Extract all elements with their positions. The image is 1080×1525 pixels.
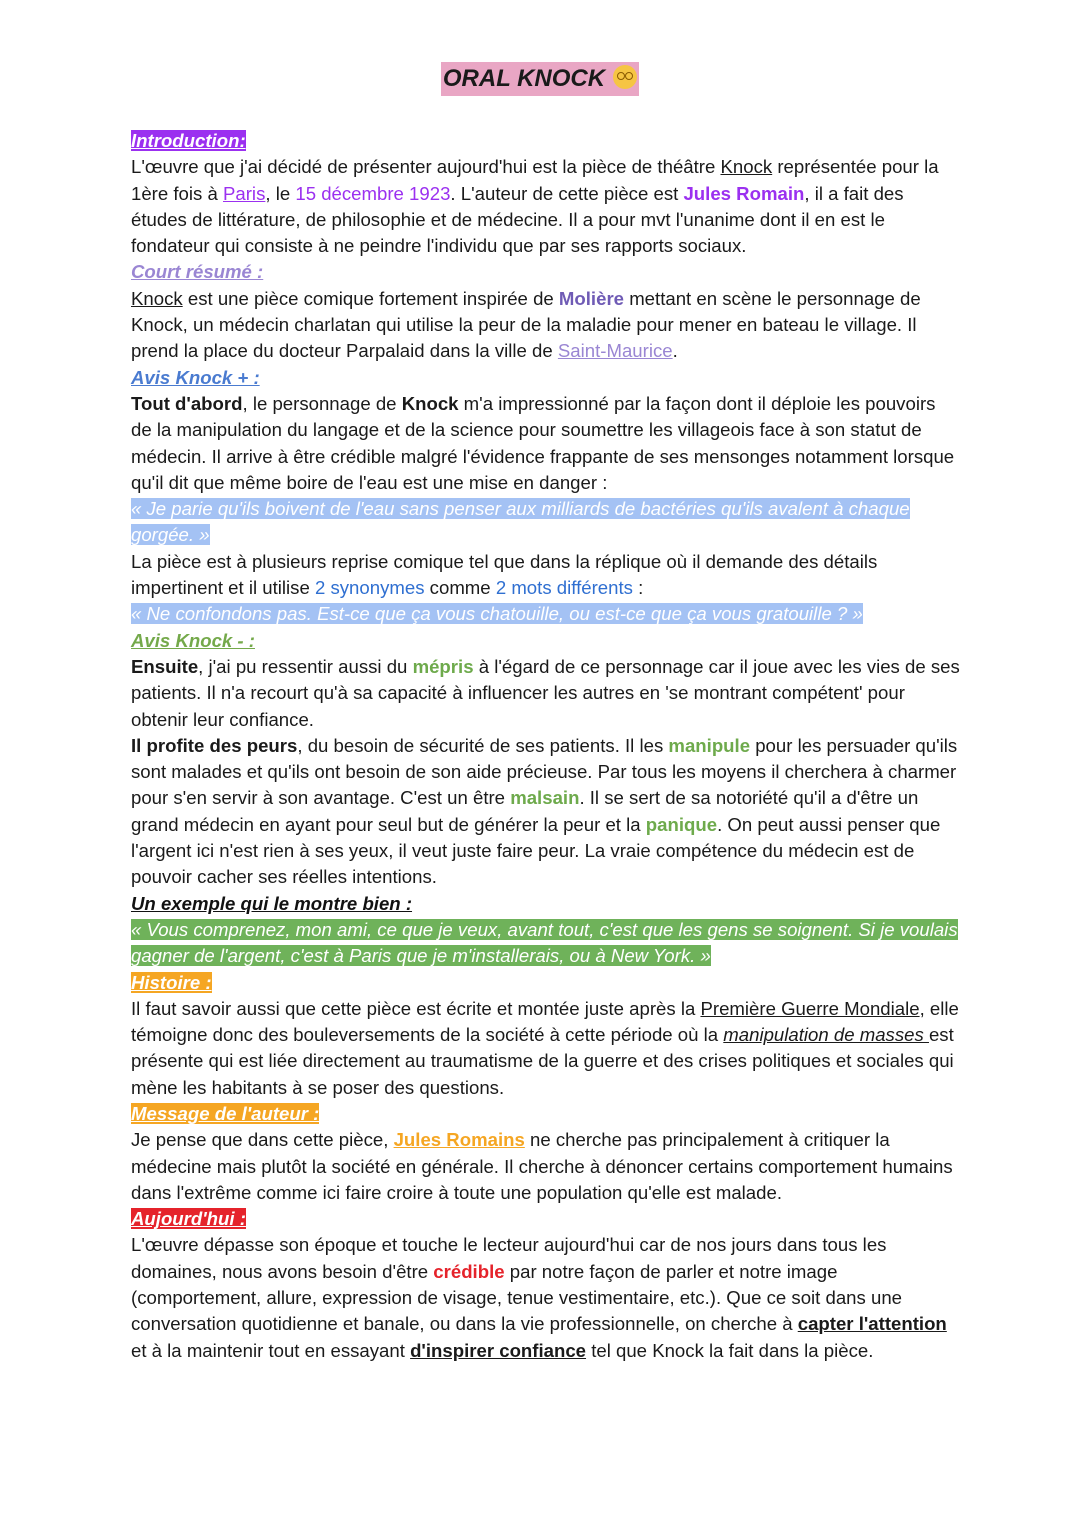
histoire-heading: Histoire : — [131, 971, 212, 993]
avis-plus-heading: Avis Knock + : — [131, 366, 260, 388]
quote-text: « Ne confondons pas. Est-ce que ça vous chatouille, ou est-ce que ça vous gratouille ? » — [131, 603, 863, 625]
paragraph-introduction — [131, 154, 961, 259]
text: , le personnage de — [242, 392, 402, 414]
blue-text: 2 synonymes — [314, 577, 425, 599]
text: comme — [424, 577, 496, 599]
paragraph-histoire — [131, 996, 961, 1101]
text: ne cherche pas principalement à critiquer la médecine mais plutôt la société en générale. Il cherche à dénoncer certains comportement humains dans l'extrême comme ici faire croire à toute une population qu'elle est malade. — [131, 1129, 953, 1203]
saint-maurice-link[interactable]: Saint-Maurice — [557, 340, 673, 362]
heading-message — [131, 1101, 961, 1127]
text: est une pièce comique fortement inspirée de — [182, 287, 559, 309]
green-keyword: mépris — [412, 655, 474, 677]
paragraph-message — [131, 1127, 961, 1206]
aujourdhui-heading: Aujourd'hui : — [131, 1208, 246, 1230]
text: . L'auteur de cette pièce est — [450, 182, 684, 204]
green-keyword: panique — [645, 813, 718, 835]
heading-aujourdhui — [131, 1206, 961, 1232]
text: L'œuvre que j'ai décidé de présenter aujourd'hui est la pièce de théâtre — [131, 156, 721, 178]
text: , le — [265, 182, 296, 204]
text: représentée pour la 1ère fois à — [131, 156, 939, 204]
red-keyword: crédible — [433, 1260, 505, 1282]
avis-minus-heading: Avis Knock - : — [131, 629, 255, 651]
underlined-text: Première Guerre Mondiale — [700, 997, 920, 1019]
text: Il faut savoir aussi que cette pièce est écrite et montée juste après la — [131, 997, 701, 1019]
author-highlight: Jules Romain — [683, 182, 805, 204]
text: tel que Knock la fait dans la pièce. — [586, 1339, 874, 1361]
paris-link[interactable]: Paris — [223, 182, 266, 204]
text: , il a fait des études de littérature, de philosophie et de médecine. Il a pour mvt l'unanime dont il en est le fondateur qui consiste à ne peindre l'individu que par ses rapports sociaux. — [131, 182, 904, 257]
green-keyword: malsain — [510, 787, 580, 809]
blue-text: 2 mots différents — [495, 577, 633, 599]
resume-heading: Court résumé : — [131, 261, 264, 283]
heading-exemple — [131, 891, 961, 917]
text: et à la maintenir tout en essayant — [131, 1339, 411, 1361]
text: La pièce est à plusieurs reprise comique tel que dans la réplique où il demande des détails impertinent et il utilise — [131, 550, 878, 599]
bold-text: Il profite des peurs — [131, 734, 298, 756]
message-heading: Message de l'auteur : — [131, 1102, 320, 1124]
text: à l'égard de ce personnage car il joue avec les vies de ses patients. Il n'a recourt qu'à sa capacité à influencer les autres en 'se montrant compétent' pour obtenir leur confiance. — [131, 655, 960, 730]
text: pour les persuader qu'ils sont malades et qu'ils ont besoin de son aide précieuse. Par tous les moyens il cherchera à charmer pour s'en servir à son avantage. C'est un être — [131, 734, 958, 809]
text: mettant en scène le personnage de Knock, un médecin charlatan qui utilise la peur de la maladie pour mener en bateau le village. Il prend la place du docteur Parpalaid dans la ville de — [131, 287, 921, 362]
introduction-heading: Introduction: — [131, 130, 246, 151]
text: m'a impressionné par la façon dont il déploie les pouvoirs de la manipulation du langage et de la science pour soumettre les villageois face à son statut de médecin. Il arrive à être crédible malgré l'évidence frappante de ses mensonges notamment lorsque qu'il dit que même boire de l'eau est une mise en danger : — [131, 392, 955, 493]
text: , du besoin de sécurité de ses patients. Il les — [297, 734, 669, 756]
bold-text: Ensuite — [131, 655, 199, 677]
quote-blue-1 — [131, 496, 961, 549]
text: . — [672, 340, 678, 362]
paragraph-avis-minus-1 — [131, 654, 961, 733]
heading-introduction — [131, 128, 961, 154]
text: , j'ai pu ressentir aussi du — [198, 655, 413, 677]
date-highlight: 15 décembre 1923 — [295, 182, 451, 204]
title-text: ORAL KNOCK — [442, 65, 606, 92]
paragraph-avis-plus-1 — [131, 391, 961, 496]
heading-avis-plus — [131, 365, 961, 391]
text: L'œuvre dépasse son époque et touche le lecteur aujourd'hui car de nos jours dans tous les domaines, nous avons besoin d'être — [131, 1234, 887, 1282]
paragraph-resume — [131, 286, 961, 365]
document-page — [131, 62, 961, 1364]
bold-text: Knock — [401, 392, 459, 414]
author-highlight: Jules Romains — [393, 1129, 525, 1151]
text: est présente qui est liée directement au traumatisme de la guerre et des crises politiques et sociales qui mène les habitants à se poser des questions. — [131, 1024, 954, 1098]
quote-text: « Je parie qu'ils boivent de l'eau sans penser aux milliards de bactéries qu'ils avalent à chaque gorgée. » — [131, 498, 910, 546]
paragraph-aujourdhui — [131, 1232, 961, 1363]
text: par notre façon de parler et notre image (comportement, allure, expression de visage, tenue vestimentaire, etc.). Que ce soit dans une conversation quotidienne et banale, ou dans la vie professionnelle, on cherche à — [131, 1260, 903, 1335]
exemple-heading: Un exemple qui le montre bien : — [131, 892, 413, 914]
text: , elle témoigne donc des bouleversements de la société à cette période où la — [131, 997, 959, 1046]
italic-underlined-text: manipulation de masses — [723, 1024, 929, 1046]
heading-avis-minus — [131, 628, 961, 654]
text: Je pense que dans cette pièce, — [131, 1129, 394, 1151]
text: : — [632, 577, 644, 599]
page-title — [441, 62, 639, 96]
paragraph-avis-plus-2 — [131, 549, 961, 602]
bold-underlined-text: capter l'attention — [797, 1313, 947, 1335]
heading-resume — [131, 259, 961, 285]
text: . Il se sert de sa notoriété qu'il a d'être un grand médecin en ayant pour seul but de générer la peur et la — [131, 787, 919, 835]
title-wrap — [0, 62, 1080, 98]
knock-underlined: Knock — [720, 156, 773, 178]
moliere-highlight: Molière — [558, 287, 625, 309]
paragraph-avis-minus-2 — [131, 733, 961, 891]
quote-blue-2 — [131, 601, 961, 627]
green-keyword: manipule — [668, 734, 751, 756]
quote-text: « Vous comprenez, mon ami, ce que je veux, avant tout, c'est que les gens se soignent. Si je voulais gagner de l'argent, c'est à Paris que je m'installerais, ou à New York. » — [131, 918, 958, 967]
text: . On peut aussi penser que l'argent ici n'est rien à ses yeux, il veut juste faire peur. La vraie compétence du médecin est de pouvoir cacher ses réelles intentions. — [131, 813, 941, 888]
heading-histoire — [131, 970, 961, 996]
quote-green — [131, 917, 961, 970]
smiling-face-emoji-icon — [613, 65, 637, 89]
bold-text: Tout d'abord — [131, 392, 243, 414]
document-body — [131, 128, 961, 1364]
knock-underlined: Knock — [131, 287, 183, 309]
bold-underlined-text: d'inspirer confiance — [410, 1339, 587, 1361]
